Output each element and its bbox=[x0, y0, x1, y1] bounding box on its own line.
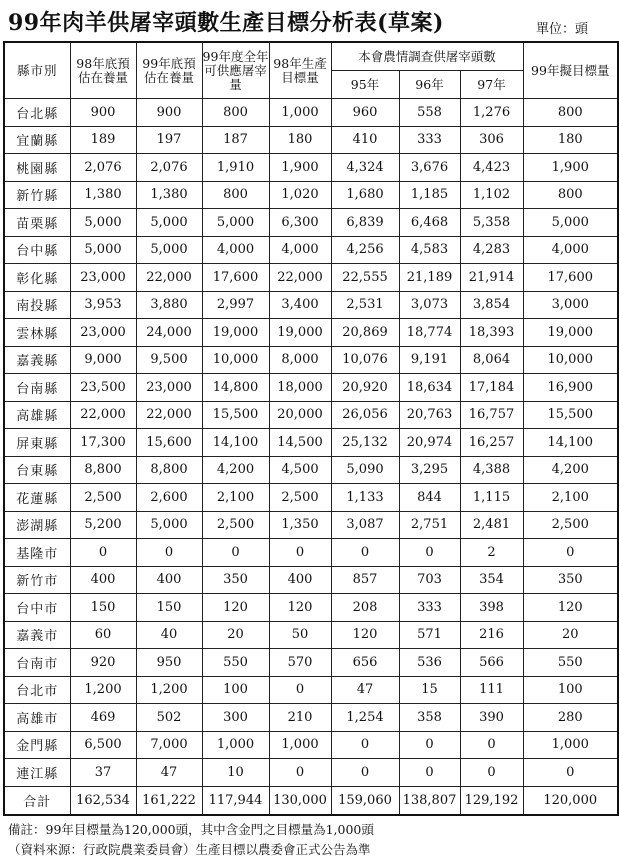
value-cell-c4: 6,300 bbox=[269, 209, 331, 237]
value-cell-c6: 0 bbox=[399, 731, 460, 759]
value-cell-c2: 3,880 bbox=[136, 291, 202, 319]
value-cell-c6: 358 bbox=[399, 704, 460, 732]
value-cell-c5: 0 bbox=[331, 759, 399, 787]
value-cell-c6: 20,974 bbox=[399, 429, 460, 457]
value-cell-c8: 100 bbox=[523, 676, 618, 704]
region-name-cell: 台南市 bbox=[4, 649, 70, 677]
table-row bbox=[4, 484, 618, 512]
value-cell-c3: 20 bbox=[202, 621, 269, 649]
value-cell-c2: 22,000 bbox=[136, 264, 202, 292]
table-row bbox=[4, 759, 618, 787]
value-cell-c6: 333 bbox=[399, 126, 460, 154]
region-name-cell: 台東縣 bbox=[4, 456, 70, 484]
region-name-cell: 屏東縣 bbox=[4, 429, 70, 457]
value-cell-c3: 120 bbox=[202, 594, 269, 622]
value-cell-c8: 19,000 bbox=[523, 319, 618, 347]
value-cell-c5: 3,087 bbox=[331, 511, 399, 539]
value-cell-c1: 23,500 bbox=[70, 374, 136, 402]
value-cell-c1: 0 bbox=[70, 539, 136, 567]
value-cell-c4: 120 bbox=[269, 594, 331, 622]
table-row bbox=[4, 539, 618, 567]
value-cell-c8: 800 bbox=[523, 181, 618, 209]
value-cell-c8: 280 bbox=[523, 704, 618, 732]
value-cell-c7: 8,064 bbox=[460, 346, 523, 374]
value-cell-c8: 17,600 bbox=[523, 264, 618, 292]
value-cell-c2: 9,500 bbox=[136, 346, 202, 374]
table-row bbox=[4, 401, 618, 429]
livestock-target-table bbox=[3, 41, 619, 816]
total-value-cell-c4: 130,000 bbox=[269, 786, 331, 815]
total-value-cell-c5: 159,060 bbox=[331, 786, 399, 815]
value-cell-c6: 333 bbox=[399, 594, 460, 622]
value-cell-c6: 0 bbox=[399, 759, 460, 787]
region-name-cell: 新竹市 bbox=[4, 566, 70, 594]
region-name-cell: 台中縣 bbox=[4, 236, 70, 264]
header-region: 縣市別 bbox=[4, 42, 70, 99]
value-cell-c8: 20 bbox=[523, 621, 618, 649]
table-row bbox=[4, 236, 618, 264]
value-cell-c3: 300 bbox=[202, 704, 269, 732]
value-cell-c3: 100 bbox=[202, 676, 269, 704]
value-cell-c4: 1,000 bbox=[269, 99, 331, 127]
value-cell-c2: 40 bbox=[136, 621, 202, 649]
total-value-cell-c2: 161,222 bbox=[136, 786, 202, 815]
value-cell-c8: 5,000 bbox=[523, 209, 618, 237]
value-cell-c1: 920 bbox=[70, 649, 136, 677]
region-name-cell: 彰化縣 bbox=[4, 264, 70, 292]
total-value-cell-c7: 129,192 bbox=[460, 786, 523, 815]
value-cell-c1: 900 bbox=[70, 99, 136, 127]
value-cell-c8: 14,100 bbox=[523, 429, 618, 457]
header-year-96: 96年 bbox=[399, 71, 460, 99]
table-row bbox=[4, 676, 618, 704]
value-cell-c7: 398 bbox=[460, 594, 523, 622]
value-cell-c1: 22,000 bbox=[70, 401, 136, 429]
value-cell-c6: 558 bbox=[399, 99, 460, 127]
value-cell-c6: 21,189 bbox=[399, 264, 460, 292]
value-cell-c5: 0 bbox=[331, 539, 399, 567]
value-cell-c2: 23,000 bbox=[136, 374, 202, 402]
value-cell-c1: 5,000 bbox=[70, 236, 136, 264]
value-cell-c2: 15,600 bbox=[136, 429, 202, 457]
region-name-cell: 雲林縣 bbox=[4, 319, 70, 347]
value-cell-c7: 4,423 bbox=[460, 154, 523, 182]
value-cell-c6: 2,751 bbox=[399, 511, 460, 539]
value-cell-c2: 7,000 bbox=[136, 731, 202, 759]
value-cell-c6: 6,468 bbox=[399, 209, 460, 237]
value-cell-c3: 10 bbox=[202, 759, 269, 787]
value-cell-c6: 18,774 bbox=[399, 319, 460, 347]
region-name-cell: 嘉義縣 bbox=[4, 346, 70, 374]
table-row bbox=[4, 594, 618, 622]
value-cell-c1: 3,953 bbox=[70, 291, 136, 319]
region-name-cell: 南投縣 bbox=[4, 291, 70, 319]
region-name-cell: 基隆市 bbox=[4, 539, 70, 567]
value-cell-c8: 2,100 bbox=[523, 484, 618, 512]
value-cell-c5: 5,090 bbox=[331, 456, 399, 484]
value-cell-c1: 23,000 bbox=[70, 264, 136, 292]
value-cell-c3: 550 bbox=[202, 649, 269, 677]
value-cell-c5: 656 bbox=[331, 649, 399, 677]
value-cell-c6: 15 bbox=[399, 676, 460, 704]
value-cell-c4: 19,000 bbox=[269, 319, 331, 347]
value-cell-c6: 571 bbox=[399, 621, 460, 649]
region-name-cell: 新竹縣 bbox=[4, 181, 70, 209]
table-row bbox=[4, 291, 618, 319]
value-cell-c5: 1,254 bbox=[331, 704, 399, 732]
table-row bbox=[4, 346, 618, 374]
region-name-cell: 台南縣 bbox=[4, 374, 70, 402]
table-row bbox=[4, 99, 618, 127]
region-name-cell: 宜蘭縣 bbox=[4, 126, 70, 154]
value-cell-c7: 1,102 bbox=[460, 181, 523, 209]
unit-label: 單位：頭 bbox=[535, 22, 588, 37]
value-cell-c5: 22,555 bbox=[331, 264, 399, 292]
region-name-cell: 台北市 bbox=[4, 676, 70, 704]
value-cell-c5: 857 bbox=[331, 566, 399, 594]
region-name-cell: 金門縣 bbox=[4, 731, 70, 759]
table-row bbox=[4, 704, 618, 732]
value-cell-c5: 2,531 bbox=[331, 291, 399, 319]
value-cell-c2: 197 bbox=[136, 126, 202, 154]
region-name-cell: 台北縣 bbox=[4, 99, 70, 127]
value-cell-c7: 16,757 bbox=[460, 401, 523, 429]
note-line-1: 備註：99年目標量為120,000頭，其中含金門之目標量為1,000頭 bbox=[8, 822, 374, 837]
value-cell-c8: 1,900 bbox=[523, 154, 618, 182]
header-98-stock: 98年底預估在養量 bbox=[70, 42, 136, 99]
value-cell-c3: 187 bbox=[202, 126, 269, 154]
value-cell-c8: 120 bbox=[523, 594, 618, 622]
value-cell-c6: 9,191 bbox=[399, 346, 460, 374]
value-cell-c2: 1,380 bbox=[136, 181, 202, 209]
value-cell-c3: 4,000 bbox=[202, 236, 269, 264]
value-cell-c1: 469 bbox=[70, 704, 136, 732]
value-cell-c8: 0 bbox=[523, 539, 618, 567]
value-cell-c7: 2 bbox=[460, 539, 523, 567]
table-row bbox=[4, 374, 618, 402]
region-name-cell: 高雄縣 bbox=[4, 401, 70, 429]
value-cell-c7: 566 bbox=[460, 649, 523, 677]
value-cell-c2: 0 bbox=[136, 539, 202, 567]
value-cell-c7: 216 bbox=[460, 621, 523, 649]
value-cell-c3: 350 bbox=[202, 566, 269, 594]
value-cell-c2: 5,000 bbox=[136, 236, 202, 264]
value-cell-c1: 2,076 bbox=[70, 154, 136, 182]
value-cell-c7: 111 bbox=[460, 676, 523, 704]
value-cell-c6: 0 bbox=[399, 539, 460, 567]
value-cell-c4: 1,020 bbox=[269, 181, 331, 209]
value-cell-c4: 18,000 bbox=[269, 374, 331, 402]
value-cell-c6: 844 bbox=[399, 484, 460, 512]
value-cell-c3: 14,800 bbox=[202, 374, 269, 402]
value-cell-c8: 180 bbox=[523, 126, 618, 154]
value-cell-c4: 1,000 bbox=[269, 731, 331, 759]
value-cell-c3: 4,200 bbox=[202, 456, 269, 484]
value-cell-c5: 4,256 bbox=[331, 236, 399, 264]
value-cell-c3: 15,500 bbox=[202, 401, 269, 429]
table-row bbox=[4, 566, 618, 594]
value-cell-c2: 2,076 bbox=[136, 154, 202, 182]
header-98-target: 98年生產目標量 bbox=[269, 42, 331, 99]
value-cell-c2: 47 bbox=[136, 759, 202, 787]
value-cell-c2: 5,000 bbox=[136, 209, 202, 237]
value-cell-c6: 18,634 bbox=[399, 374, 460, 402]
value-cell-c2: 22,000 bbox=[136, 401, 202, 429]
page-title: 99年肉羊供屠宰頭數生產目標分析表(草案) bbox=[8, 10, 444, 36]
value-cell-c8: 350 bbox=[523, 566, 618, 594]
value-cell-c3: 0 bbox=[202, 539, 269, 567]
value-cell-c2: 900 bbox=[136, 99, 202, 127]
value-cell-c7: 2,481 bbox=[460, 511, 523, 539]
total-row bbox=[4, 786, 618, 815]
header-99-proposed-target: 99年擬目標量 bbox=[523, 42, 618, 99]
value-cell-c4: 400 bbox=[269, 566, 331, 594]
region-name-cell: 桃園縣 bbox=[4, 154, 70, 182]
value-cell-c1: 1,380 bbox=[70, 181, 136, 209]
value-cell-c8: 1,000 bbox=[523, 731, 618, 759]
value-cell-c2: 8,800 bbox=[136, 456, 202, 484]
value-cell-c3: 19,000 bbox=[202, 319, 269, 347]
value-cell-c5: 47 bbox=[331, 676, 399, 704]
table-row bbox=[4, 209, 618, 237]
value-cell-c7: 21,914 bbox=[460, 264, 523, 292]
value-cell-c2: 950 bbox=[136, 649, 202, 677]
value-cell-c6: 20,763 bbox=[399, 401, 460, 429]
value-cell-c4: 14,500 bbox=[269, 429, 331, 457]
header-survey-group: 本會農情調查供屠宰頭數 bbox=[331, 42, 523, 71]
table-row bbox=[4, 319, 618, 347]
table-row bbox=[4, 181, 618, 209]
value-cell-c4: 4,000 bbox=[269, 236, 331, 264]
value-cell-c2: 5,000 bbox=[136, 511, 202, 539]
value-cell-c1: 400 bbox=[70, 566, 136, 594]
value-cell-c3: 800 bbox=[202, 99, 269, 127]
value-cell-c3: 2,100 bbox=[202, 484, 269, 512]
value-cell-c5: 1,680 bbox=[331, 181, 399, 209]
value-cell-c5: 25,132 bbox=[331, 429, 399, 457]
value-cell-c7: 18,393 bbox=[460, 319, 523, 347]
value-cell-c6: 3,676 bbox=[399, 154, 460, 182]
table-row bbox=[4, 649, 618, 677]
region-name-cell: 嘉義市 bbox=[4, 621, 70, 649]
region-name-cell: 高雄市 bbox=[4, 704, 70, 732]
value-cell-c1: 60 bbox=[70, 621, 136, 649]
table-row bbox=[4, 429, 618, 457]
value-cell-c7: 0 bbox=[460, 759, 523, 787]
value-cell-c7: 4,388 bbox=[460, 456, 523, 484]
value-cell-c4: 0 bbox=[269, 539, 331, 567]
value-cell-c5: 20,920 bbox=[331, 374, 399, 402]
value-cell-c7: 1,115 bbox=[460, 484, 523, 512]
value-cell-c1: 5,200 bbox=[70, 511, 136, 539]
table-row bbox=[4, 456, 618, 484]
region-name-cell: 花蓮縣 bbox=[4, 484, 70, 512]
note-line-2: （資料來源：行政院農業委員會）生產目標以農委會正式公告為準 bbox=[8, 842, 371, 857]
region-name-cell: 連江縣 bbox=[4, 759, 70, 787]
value-cell-c2: 2,600 bbox=[136, 484, 202, 512]
value-cell-c8: 15,500 bbox=[523, 401, 618, 429]
value-cell-c6: 3,073 bbox=[399, 291, 460, 319]
value-cell-c4: 20,000 bbox=[269, 401, 331, 429]
value-cell-c4: 8,000 bbox=[269, 346, 331, 374]
value-cell-c7: 354 bbox=[460, 566, 523, 594]
value-cell-c4: 22,000 bbox=[269, 264, 331, 292]
value-cell-c3: 2,997 bbox=[202, 291, 269, 319]
value-cell-c1: 6,500 bbox=[70, 731, 136, 759]
value-cell-c4: 4,500 bbox=[269, 456, 331, 484]
value-cell-c7: 390 bbox=[460, 704, 523, 732]
region-name-cell: 澎湖縣 bbox=[4, 511, 70, 539]
value-cell-c2: 1,200 bbox=[136, 676, 202, 704]
value-cell-c1: 23,000 bbox=[70, 319, 136, 347]
value-cell-c6: 1,185 bbox=[399, 181, 460, 209]
value-cell-c3: 1,910 bbox=[202, 154, 269, 182]
value-cell-c4: 0 bbox=[269, 676, 331, 704]
value-cell-c8: 800 bbox=[523, 99, 618, 127]
header-99-supply: 99年度全年可供應屠宰量 bbox=[202, 42, 269, 99]
value-cell-c7: 4,283 bbox=[460, 236, 523, 264]
value-cell-c2: 400 bbox=[136, 566, 202, 594]
value-cell-c3: 5,000 bbox=[202, 209, 269, 237]
value-cell-c5: 4,324 bbox=[331, 154, 399, 182]
value-cell-c1: 189 bbox=[70, 126, 136, 154]
value-cell-c1: 150 bbox=[70, 594, 136, 622]
value-cell-c4: 0 bbox=[269, 759, 331, 787]
value-cell-c8: 3,000 bbox=[523, 291, 618, 319]
value-cell-c8: 16,900 bbox=[523, 374, 618, 402]
value-cell-c7: 3,854 bbox=[460, 291, 523, 319]
value-cell-c5: 0 bbox=[331, 731, 399, 759]
value-cell-c1: 5,000 bbox=[70, 209, 136, 237]
value-cell-c5: 20,869 bbox=[331, 319, 399, 347]
value-cell-c4: 2,500 bbox=[269, 484, 331, 512]
value-cell-c1: 2,500 bbox=[70, 484, 136, 512]
table-row bbox=[4, 154, 618, 182]
value-cell-c3: 17,600 bbox=[202, 264, 269, 292]
header-year-97: 97年 bbox=[460, 71, 523, 99]
value-cell-c5: 6,839 bbox=[331, 209, 399, 237]
value-cell-c7: 1,276 bbox=[460, 99, 523, 127]
value-cell-c4: 1,350 bbox=[269, 511, 331, 539]
total-value-cell-c8: 120,000 bbox=[523, 786, 618, 815]
region-name-cell: 苗栗縣 bbox=[4, 209, 70, 237]
value-cell-c1: 17,300 bbox=[70, 429, 136, 457]
total-value-cell-c3: 117,944 bbox=[202, 786, 269, 815]
value-cell-c4: 3,400 bbox=[269, 291, 331, 319]
value-cell-c6: 4,583 bbox=[399, 236, 460, 264]
region-name-cell: 台中市 bbox=[4, 594, 70, 622]
value-cell-c3: 800 bbox=[202, 181, 269, 209]
value-cell-c5: 1,133 bbox=[331, 484, 399, 512]
value-cell-c5: 120 bbox=[331, 621, 399, 649]
value-cell-c4: 50 bbox=[269, 621, 331, 649]
table-row bbox=[4, 731, 618, 759]
table-row bbox=[4, 511, 618, 539]
value-cell-c4: 210 bbox=[269, 704, 331, 732]
value-cell-c5: 960 bbox=[331, 99, 399, 127]
value-cell-c1: 9,000 bbox=[70, 346, 136, 374]
value-cell-c4: 1,900 bbox=[269, 154, 331, 182]
value-cell-c5: 26,056 bbox=[331, 401, 399, 429]
total-value-cell-c6: 138,807 bbox=[399, 786, 460, 815]
value-cell-c6: 703 bbox=[399, 566, 460, 594]
table-row bbox=[4, 621, 618, 649]
value-cell-c7: 17,184 bbox=[460, 374, 523, 402]
value-cell-c2: 150 bbox=[136, 594, 202, 622]
value-cell-c3: 2,500 bbox=[202, 511, 269, 539]
value-cell-c7: 16,257 bbox=[460, 429, 523, 457]
value-cell-c2: 502 bbox=[136, 704, 202, 732]
value-cell-c4: 180 bbox=[269, 126, 331, 154]
value-cell-c1: 37 bbox=[70, 759, 136, 787]
value-cell-c3: 14,100 bbox=[202, 429, 269, 457]
value-cell-c8: 550 bbox=[523, 649, 618, 677]
table-row bbox=[4, 264, 618, 292]
value-cell-c6: 3,295 bbox=[399, 456, 460, 484]
total-label-cell: 合計 bbox=[4, 786, 70, 815]
value-cell-c8: 4,200 bbox=[523, 456, 618, 484]
value-cell-c3: 1,000 bbox=[202, 731, 269, 759]
value-cell-c8: 2,500 bbox=[523, 511, 618, 539]
value-cell-c7: 306 bbox=[460, 126, 523, 154]
total-value-cell-c1: 162,534 bbox=[70, 786, 136, 815]
value-cell-c3: 10,000 bbox=[202, 346, 269, 374]
value-cell-c5: 208 bbox=[331, 594, 399, 622]
value-cell-c4: 570 bbox=[269, 649, 331, 677]
value-cell-c1: 1,200 bbox=[70, 676, 136, 704]
header-year-95: 95年 bbox=[331, 71, 399, 99]
value-cell-c6: 536 bbox=[399, 649, 460, 677]
table-row bbox=[4, 126, 618, 154]
value-cell-c5: 10,076 bbox=[331, 346, 399, 374]
value-cell-c8: 0 bbox=[523, 759, 618, 787]
value-cell-c8: 4,000 bbox=[523, 236, 618, 264]
value-cell-c7: 5,358 bbox=[460, 209, 523, 237]
header-99-stock: 99年底預估在養量 bbox=[136, 42, 202, 99]
value-cell-c2: 24,000 bbox=[136, 319, 202, 347]
value-cell-c7: 0 bbox=[460, 731, 523, 759]
value-cell-c8: 10,000 bbox=[523, 346, 618, 374]
value-cell-c5: 410 bbox=[331, 126, 399, 154]
value-cell-c1: 8,800 bbox=[70, 456, 136, 484]
